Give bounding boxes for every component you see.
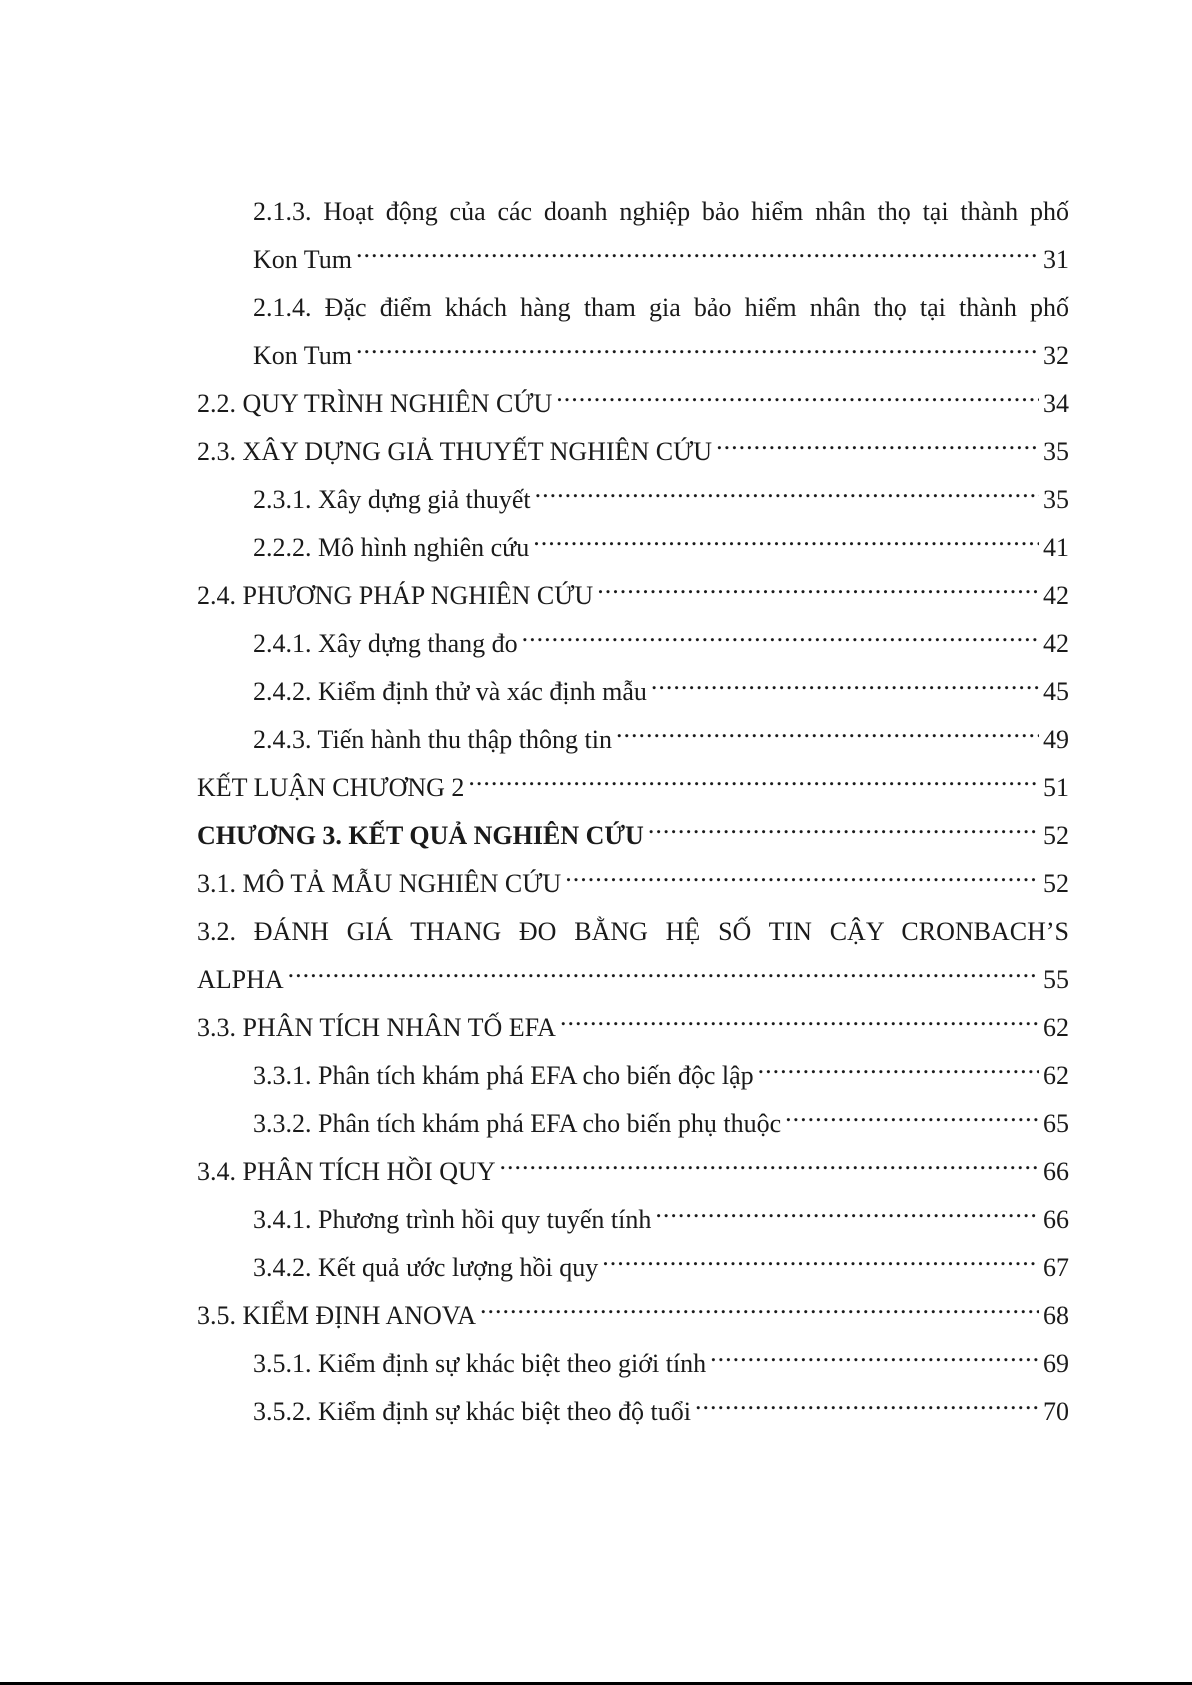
toc-entry-line bbox=[253, 668, 1069, 716]
toc-entry-line bbox=[197, 1292, 1069, 1340]
toc-entry-title: ALPHA bbox=[197, 965, 284, 994]
toc-entry-title: 3.4. PHÂN TÍCH HỒI QUY bbox=[197, 1157, 496, 1186]
toc-entry-line bbox=[197, 812, 1069, 860]
toc-entry-title: CHƯƠNG 3. KẾT QUẢ NGHIÊN CỨU bbox=[197, 821, 644, 850]
toc-entry-title-line1: 3.2. ĐÁNH GIÁ THANG ĐO BẰNG HỆ SỐ TIN CẬY CRONBACH’S bbox=[197, 917, 1069, 946]
toc-entry-title: 2.4.3. Tiến hành thu thập thông tin bbox=[253, 725, 612, 754]
toc-page-number: 31 bbox=[1043, 245, 1069, 274]
toc-entry[interactable] bbox=[253, 1340, 1069, 1388]
toc-entry[interactable] bbox=[197, 764, 1069, 812]
toc-entry[interactable] bbox=[197, 860, 1069, 908]
toc-page-number: 45 bbox=[1043, 677, 1069, 706]
toc-entry-line bbox=[253, 1244, 1069, 1292]
toc-entry[interactable] bbox=[253, 1196, 1069, 1244]
toc-entry-line bbox=[253, 1052, 1069, 1100]
dot-leader bbox=[500, 1154, 1039, 1180]
toc-entry[interactable] bbox=[197, 572, 1069, 620]
toc-entry-title: Kon Tum bbox=[253, 245, 352, 274]
toc-entry[interactable] bbox=[197, 428, 1069, 476]
toc-page-number: 49 bbox=[1043, 725, 1069, 754]
toc-entry-line bbox=[197, 428, 1069, 476]
toc-entry-title: 2.2.2. Mô hình nghiên cứu bbox=[253, 533, 530, 562]
dot-leader bbox=[651, 674, 1039, 700]
toc-entry[interactable] bbox=[197, 812, 1069, 860]
toc-entry-line bbox=[197, 1148, 1069, 1196]
toc-entry-title: 3.3.2. Phân tích khám phá EFA cho biến phụ thuộc bbox=[253, 1109, 782, 1138]
toc-page-number: 51 bbox=[1043, 773, 1069, 802]
toc-entry-title: 3.3. PHÂN TÍCH NHÂN TỐ EFA bbox=[197, 1013, 556, 1042]
dot-leader bbox=[648, 818, 1039, 844]
toc-entry-line bbox=[253, 1100, 1069, 1148]
dot-leader bbox=[758, 1058, 1039, 1084]
toc-entry-title: 3.4.1. Phương trình hồi quy tuyến tính bbox=[253, 1205, 652, 1234]
dot-leader bbox=[597, 578, 1039, 604]
toc-page-number: 35 bbox=[1043, 485, 1069, 514]
toc-entry-title-line1: 2.1.3. Hoạt động của các doanh nghiệp bảo hiểm nhân thọ tại thành phố bbox=[253, 197, 1069, 226]
dot-leader bbox=[655, 1202, 1039, 1228]
toc-entry[interactable] bbox=[253, 188, 1069, 284]
dot-leader bbox=[480, 1298, 1039, 1324]
toc-entry[interactable] bbox=[253, 668, 1069, 716]
toc-entry-title: Kon Tum bbox=[253, 341, 352, 370]
toc-entry-line bbox=[253, 716, 1069, 764]
toc-entry[interactable] bbox=[253, 1388, 1069, 1436]
toc-entry-title: 3.4.2. Kết quả ước lượng hồi quy bbox=[253, 1253, 599, 1282]
toc-page-number: 70 bbox=[1043, 1397, 1069, 1426]
toc-page-number: 34 bbox=[1043, 389, 1069, 418]
toc-entry-line bbox=[253, 1388, 1069, 1436]
toc-entry[interactable] bbox=[197, 908, 1069, 1004]
toc-page-number: 62 bbox=[1043, 1013, 1069, 1042]
dot-leader bbox=[356, 338, 1039, 364]
toc-entry-title: 2.3. XÂY DỰNG GIẢ THUYẾT NGHIÊN CỨU bbox=[197, 437, 713, 466]
toc-entry[interactable] bbox=[253, 1244, 1069, 1292]
toc-page-number: 35 bbox=[1043, 437, 1069, 466]
dot-leader bbox=[695, 1394, 1039, 1420]
dot-leader bbox=[560, 1010, 1039, 1036]
toc-page-number: 52 bbox=[1043, 821, 1069, 850]
toc-entry[interactable] bbox=[197, 1148, 1069, 1196]
toc-page-number: 66 bbox=[1043, 1157, 1069, 1186]
dot-leader bbox=[556, 386, 1039, 412]
dot-leader bbox=[356, 242, 1039, 268]
dot-leader bbox=[710, 1346, 1039, 1372]
dot-leader bbox=[288, 962, 1039, 988]
toc-entry-line bbox=[197, 956, 1069, 1004]
toc-page-number: 42 bbox=[1043, 629, 1069, 658]
toc-page-number: 65 bbox=[1043, 1109, 1069, 1138]
toc-page-number: 42 bbox=[1043, 581, 1069, 610]
toc-entry-line bbox=[197, 572, 1069, 620]
toc-entry[interactable] bbox=[253, 476, 1069, 524]
toc-entry-line bbox=[197, 860, 1069, 908]
toc-entry-title: 3.3.1. Phân tích khám phá EFA cho biến độc lập bbox=[253, 1061, 754, 1090]
toc-page-number: 67 bbox=[1043, 1253, 1069, 1282]
toc-entry-line bbox=[253, 620, 1069, 668]
toc-entry-title: 3.1. MÔ TẢ MẪU NGHIÊN CỨU bbox=[197, 869, 562, 898]
dot-leader bbox=[533, 530, 1039, 556]
toc-entry-line bbox=[253, 332, 1069, 380]
toc-entry-line bbox=[253, 476, 1069, 524]
toc-entry-title: KẾT LUẬN CHƯƠNG 2 bbox=[197, 773, 465, 802]
dot-leader bbox=[535, 482, 1039, 508]
toc-entry-title: 3.5.2. Kiểm định sự khác biệt theo độ tuổi bbox=[253, 1397, 691, 1426]
dot-leader bbox=[785, 1106, 1039, 1132]
toc-page-number: 69 bbox=[1043, 1349, 1069, 1378]
toc-page-number: 52 bbox=[1043, 869, 1069, 898]
dot-leader bbox=[616, 722, 1039, 748]
table-of-contents bbox=[0, 188, 1192, 1436]
toc-entry-title-line1: 2.1.4. Đặc điểm khách hàng tham gia bảo hiểm nhân thọ tại thành phố bbox=[253, 293, 1069, 322]
toc-entry[interactable] bbox=[253, 1100, 1069, 1148]
toc-entry[interactable] bbox=[197, 1004, 1069, 1052]
dot-leader bbox=[522, 626, 1039, 652]
toc-entry[interactable] bbox=[253, 620, 1069, 668]
toc-entry-line bbox=[253, 236, 1069, 284]
toc-entry-title: 2.3.1. Xây dựng giả thuyết bbox=[253, 485, 531, 514]
dot-leader bbox=[716, 434, 1039, 460]
dot-leader bbox=[468, 770, 1039, 796]
toc-entry[interactable] bbox=[253, 524, 1069, 572]
toc-page-number: 41 bbox=[1043, 533, 1069, 562]
toc-entry[interactable] bbox=[197, 1292, 1069, 1340]
toc-entry-line bbox=[197, 1004, 1069, 1052]
dot-leader bbox=[602, 1250, 1039, 1276]
toc-page-number: 55 bbox=[1043, 965, 1069, 994]
toc-entry[interactable] bbox=[253, 716, 1069, 764]
toc-entry[interactable] bbox=[253, 1052, 1069, 1100]
toc-entry-line bbox=[197, 380, 1069, 428]
toc-entry-title: 2.4. PHƯƠNG PHÁP NGHIÊN CỨU bbox=[197, 581, 594, 610]
toc-entry-title: 3.5.1. Kiểm định sự khác biệt theo giới tính bbox=[253, 1349, 707, 1378]
toc-page-number: 32 bbox=[1043, 341, 1069, 370]
toc-entry[interactable] bbox=[253, 284, 1069, 380]
toc-entry-title: 2.2. QUY TRÌNH NGHIÊN CỨU bbox=[197, 389, 553, 418]
toc-entry-line bbox=[253, 524, 1069, 572]
toc-entry-line bbox=[253, 1340, 1069, 1388]
toc-entry-line bbox=[253, 1196, 1069, 1244]
toc-entry[interactable] bbox=[197, 380, 1069, 428]
toc-page-number: 62 bbox=[1043, 1061, 1069, 1090]
toc-entry-line bbox=[197, 764, 1069, 812]
toc-page-number: 66 bbox=[1043, 1205, 1069, 1234]
dot-leader bbox=[565, 866, 1039, 892]
toc-page-number: 68 bbox=[1043, 1301, 1069, 1330]
toc-entry-title: 2.4.2. Kiểm định thử và xác định mẫu bbox=[253, 677, 647, 706]
toc-entry-title: 3.5. KIỂM ĐỊNH ANOVA bbox=[197, 1301, 477, 1330]
toc-entry-title: 2.4.1. Xây dựng thang đo bbox=[253, 629, 518, 658]
